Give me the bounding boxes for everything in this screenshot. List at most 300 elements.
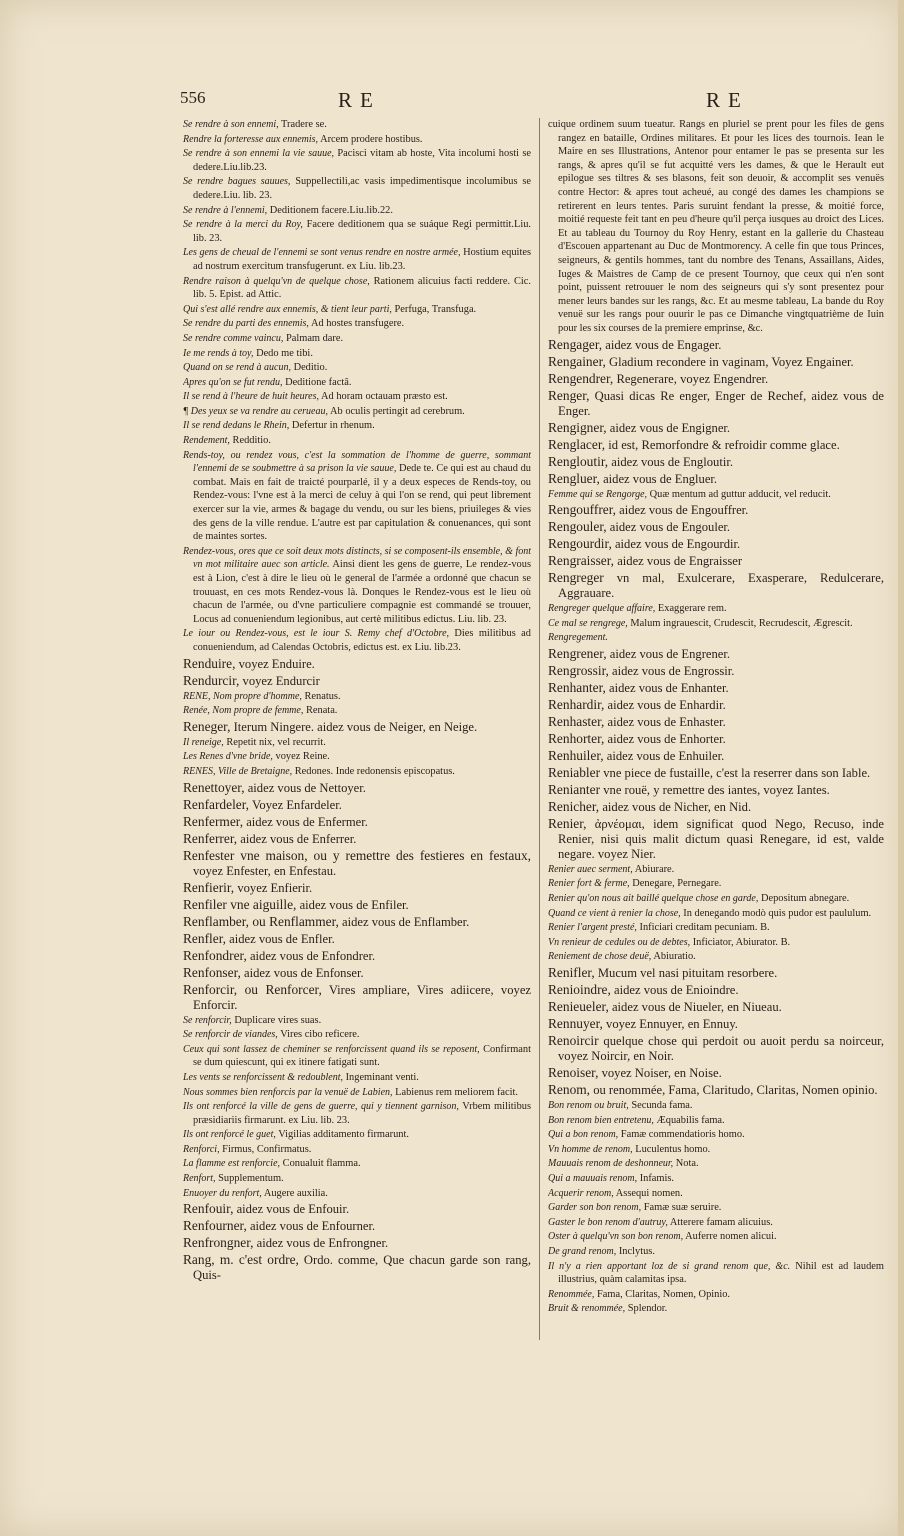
entry-headword: Oster à quelqu'vn son bon renom, — [548, 1231, 684, 1243]
entry-headword: Se rendre à l'ennemi, — [183, 204, 268, 216]
entry-headword: Bruit & renommée, — [548, 1303, 626, 1315]
dictionary-entry — [183, 332, 531, 346]
entry-text: Vires cibo reficere. — [280, 1029, 360, 1041]
entry-text: Renata. — [305, 705, 338, 717]
dictionary-entry — [548, 519, 884, 535]
dictionary-entry — [548, 1302, 884, 1316]
dictionary-entry — [183, 1235, 531, 1251]
entry-text: Conualuit flamma. — [282, 1158, 361, 1170]
entry-headword: Ie me rends à toy, — [183, 347, 254, 359]
entry-headword: Rengourdir, — [548, 536, 612, 552]
dictionary-entry — [548, 982, 884, 998]
entry-text: Famæ commendatioris homo. — [620, 1129, 745, 1141]
entry-headword: Rengigner, — [548, 419, 607, 435]
entry-headword: Rengreger — [548, 570, 604, 586]
dictionary-entry — [183, 780, 531, 796]
entry-text: aidez vous de Engloutir. — [611, 454, 733, 469]
entry-headword: Ils ont renforcé le guet, — [183, 1129, 276, 1141]
entry-headword: Se rendre à la merci du Roy, — [183, 219, 303, 231]
entry-text: voyez Noiser, en Noise. — [601, 1066, 722, 1081]
dictionary-entry — [183, 931, 531, 947]
entry-headword: Rengloutir, — [548, 453, 609, 469]
entry-headword: Rang, m. c'est ordre, — [183, 1252, 299, 1268]
entry-headword: Renduire, — [183, 655, 236, 671]
entry-text: Confirmant se dum quiescunt, qui ex itinere fatigati sunt. — [193, 1043, 531, 1069]
entry-headword: Garder son bon renom, — [548, 1202, 642, 1214]
entry-text: aidez vous de Enferrer. — [240, 831, 357, 846]
entry-headword: Rengregement. — [548, 632, 608, 644]
dictionary-entry — [548, 502, 884, 518]
entry-headword: Renifler, — [548, 965, 595, 981]
entry-text: Abiuratio. — [653, 951, 696, 963]
entry-text: aidez vous de Niueler, en Niueau. — [611, 1000, 782, 1015]
entry-text: Secunda fama. — [631, 1100, 693, 1112]
dictionary-entry — [183, 673, 531, 689]
entry-text: Augere auxilia. — [263, 1187, 328, 1199]
entry-text: aidez vous de Enfrongner. — [256, 1236, 389, 1251]
entry-text: aidez vous de Engrossir. — [612, 663, 735, 678]
dictionary-entry — [183, 627, 531, 654]
dictionary-entry — [183, 1187, 531, 1201]
dictionary-entry — [183, 361, 531, 375]
entry-headword: Rendre raison à quelqu'vn de quelque chose, — [183, 275, 370, 287]
dictionary-entry — [548, 617, 884, 631]
dictionary-entry — [548, 1114, 884, 1128]
entry-text: quelque chose qui perdoit ou auoit perdu sa noirceur, voyez Noircir, en Noir. — [558, 1034, 884, 1064]
dictionary-entry — [183, 704, 531, 718]
entry-headword: Renier fort & ferme, — [548, 878, 630, 890]
entry-text: Malum ingrauescit, Crudescit, Recrudescit, Ægrescit. — [630, 617, 853, 629]
dictionary-entry — [548, 765, 884, 781]
page-edge — [898, 0, 904, 1536]
entry-text: Redditio. — [232, 435, 271, 447]
entry-text: ou renommée, Fama, Claritudo, Claritas, Nomen opinio. — [593, 1083, 878, 1098]
entry-headword: Rengendrer, — [548, 370, 614, 386]
entry-headword: Renforci, — [183, 1143, 220, 1155]
entry-text: Deditione factâ. — [285, 376, 352, 388]
entry-headword: Rendez-vous, ores que ce soit deux mots distincts, si se composent-ils ensemble, & font vn mot militaire auec son article. — [183, 545, 531, 571]
entry-text: Suppellectili,ac vasis impedimentisque incolumibus se dedere.Liu. lib. 23. — [193, 176, 531, 201]
dictionary-entry — [548, 118, 884, 336]
entry-headword: Renée, Nom propre de femme, — [183, 705, 304, 717]
entry-text: voyez Reine. — [275, 751, 330, 763]
entry-headword: Ce mal se rengrege, — [548, 617, 628, 629]
entry-text: aidez vous de Engraisser — [617, 554, 743, 569]
dictionary-entry — [183, 1172, 531, 1186]
dictionary-entry — [183, 133, 531, 147]
entry-headword: Renieueler, — [548, 999, 609, 1015]
dictionary-entry — [183, 449, 531, 544]
entry-headword: Renom, — [548, 1082, 591, 1098]
entry-headword: Renfondrer, — [183, 947, 247, 963]
dictionary-entry — [183, 1086, 531, 1100]
entry-headword: Renfourner, — [183, 1218, 247, 1234]
entry-headword: Les Renes d'vne bride, — [183, 751, 273, 763]
entry-text: Vrbem militibus præsidiariis firmarunt. ex Liu. lib. 23. — [193, 1101, 531, 1126]
dictionary-entry — [548, 1216, 884, 1230]
entry-text: aidez vous de Enfiler. — [299, 897, 409, 912]
dictionary-entry — [548, 680, 884, 696]
entry-text: aidez vous de Nicher, en Nid. — [602, 799, 752, 814]
entry-headword: Rengrossir, — [548, 662, 609, 678]
running-head-left: RE — [338, 88, 381, 112]
entry-text: aidez vous de Enhardir. — [607, 697, 726, 712]
page-header — [0, 88, 904, 114]
entry-headword: Rengager, — [548, 336, 603, 352]
dictionary-entry — [183, 965, 531, 981]
entry-text: Splendor. — [627, 1303, 668, 1315]
entry-headword: Enuoyer du renfort, — [183, 1187, 262, 1199]
entry-text: Æquabilis fama. — [656, 1114, 725, 1126]
dictionary-entry — [183, 1043, 531, 1070]
entry-text: Ingeminant venti. — [345, 1071, 419, 1083]
dictionary-entry — [548, 337, 884, 353]
entry-headword: Renflamber, ou Renflammer, — [183, 913, 339, 929]
entry-headword: Se rendre à son ennemi, — [183, 119, 279, 130]
dictionary-entry — [183, 347, 531, 361]
entry-text: Denegare, Pernegare. — [632, 878, 722, 890]
dictionary-entry — [548, 354, 884, 370]
entry-text: aidez vous de Engigner. — [609, 420, 731, 435]
entry-text: Nota. — [675, 1158, 699, 1170]
entry-text: aidez vous de Enhaster. — [607, 714, 726, 729]
entry-headword: Rennuyer, — [548, 1016, 603, 1032]
dictionary-entry — [183, 1252, 531, 1283]
dictionary-entry — [548, 471, 884, 487]
entry-headword: Reneger, — [183, 718, 231, 734]
entry-headword: Renioindre, — [548, 982, 611, 998]
entry-text: voyez Enfierir. — [237, 880, 313, 895]
entry-headword: Qui s'est allé rendre aux ennemis, & tient leur parti, — [183, 303, 392, 315]
entry-text: aidez vous de Enhorter. — [607, 731, 726, 746]
dictionary-entry — [183, 545, 531, 627]
dictionary-entry — [548, 536, 884, 552]
entry-text: aidez vous de Engouler. — [609, 520, 731, 535]
dictionary-entry — [548, 420, 884, 436]
entry-text: Repetit nix, vel recurrit. — [226, 736, 326, 748]
entry-text: Deditionem facere.Liu.lib.22. — [269, 204, 393, 216]
dictionary-entry — [548, 1082, 884, 1098]
dictionary-entry — [548, 921, 884, 935]
entry-headword: Gaster le bon renom d'autruy, — [548, 1216, 668, 1228]
dictionary-entry — [183, 1014, 531, 1028]
entry-headword: Renglacer, — [548, 436, 606, 452]
entry-headword: Renianter — [548, 781, 601, 797]
dictionary-entry — [548, 714, 884, 730]
entry-headword: Renettoyer, — [183, 779, 245, 795]
entry-headword: Renfierir, — [183, 879, 235, 895]
entry-headword: Rendre la forteresse aux ennemis, — [183, 133, 319, 145]
entry-headword: Quand ce vient à renier la chose, — [548, 907, 681, 919]
entry-headword: Renfort, — [183, 1173, 216, 1185]
entry-text: Exaggerare rem. — [657, 603, 727, 615]
entry-text: Inclytus. — [618, 1245, 655, 1257]
dictionary-entry — [548, 907, 884, 921]
dictionary-entry — [548, 892, 884, 906]
entry-headword: Les vents se renforcissent & redoublent, — [183, 1071, 343, 1083]
dictionary-entry — [548, 863, 884, 877]
dictionary-entry — [548, 1230, 884, 1244]
entry-headword: Renfrongner, — [183, 1235, 254, 1251]
entry-text: aidez vous de Nettoyer. — [247, 780, 366, 795]
entry-text: Redones. Inde redonensis episcopatus. — [294, 765, 455, 777]
entry-text: aidez vous de Enfondrer. — [249, 948, 376, 963]
dictionary-entry — [548, 1157, 884, 1171]
entry-headword: Vn homme de renom, — [548, 1143, 633, 1155]
entry-headword: Mauuais renom de deshonneur, — [548, 1158, 674, 1170]
entry-text: aidez vous de Enfler. — [229, 931, 335, 946]
dictionary-entry — [183, 1100, 531, 1127]
dictionary-entry — [183, 405, 531, 419]
entry-text: aidez vous de Engluer. — [603, 471, 718, 486]
dictionary-entry — [548, 748, 884, 764]
entry-text: Labienus rem meliorem facit. — [395, 1086, 519, 1098]
entry-text: aidez vous de Enfermer. — [246, 814, 368, 829]
entry-text: Duplicare vires suas. — [234, 1014, 322, 1026]
entry-headword: Renier, — [548, 815, 587, 831]
dictionary-entry — [548, 1099, 884, 1113]
dictionary-entry — [548, 570, 884, 601]
dictionary-entry — [548, 437, 884, 453]
dictionary-entry — [183, 1201, 531, 1217]
entry-text: Quæ mentum ad guttur adducit, vel reducit. — [649, 488, 831, 500]
entry-text: Dies militibus ad conueniendum, ad Calendas Octobris, edictus est. ex Liu. lib.23. — [193, 628, 531, 653]
entry-headword: Ils ont renforcé la ville de gens de guerre, qui y tiennent garnison, — [183, 1101, 459, 1113]
entry-text: aidez vous de Enhuiler. — [606, 748, 725, 763]
entry-headword: Il reneige, — [183, 736, 224, 748]
entry-text: vn mal, Exulcerare, Exasperare, Redulcerare, Aggrauare. — [558, 571, 884, 601]
dictionary-entry — [548, 697, 884, 713]
entry-headword: Le iour ou Rendez-vous, est le iour S. Remy chef d'Octobre, — [183, 628, 450, 640]
entry-text: Gladium recondere in vaginam, Voyez Engainer. — [609, 354, 854, 369]
dictionary-entry — [548, 488, 884, 502]
entry-headword: Renforcir, ou Renforcer, — [183, 981, 322, 997]
entry-text: Luculentus homo. — [635, 1143, 711, 1155]
dictionary-entry — [183, 848, 531, 879]
entry-text: Regenerare, voyez Engendrer. — [616, 371, 769, 386]
entry-headword: Se rendre bagues sauues, — [183, 176, 291, 188]
dictionary-entry — [548, 454, 884, 470]
dictionary-entry — [183, 656, 531, 672]
dictionary-entry — [183, 204, 531, 218]
dictionary-entry — [183, 303, 531, 317]
dictionary-entry — [183, 1128, 531, 1142]
dictionary-entry — [548, 1016, 884, 1032]
entry-text: In denegando modò quis pudor est paululum. — [683, 907, 872, 919]
entry-headword: Reniabler — [548, 764, 601, 780]
entry-headword: La flamme est renforcie, — [183, 1158, 281, 1170]
entry-headword: Vn renieur de cedules ou de debtes, — [548, 936, 691, 948]
entry-text: Quasi dicas Re enger, Enger de Rechef, aidez vous de Enger. — [558, 388, 884, 418]
dictionary-entry — [183, 948, 531, 964]
entry-headword: Se renforcir, — [183, 1014, 232, 1026]
dictionary-entry — [183, 1157, 531, 1171]
entry-headword: Rengainer, — [548, 353, 606, 369]
entry-text: Rationem alicuius facti reddere. Cic. lib. 5. Epist. ad Attic. — [193, 275, 531, 301]
entry-headword: Renfiler vne aiguille, — [183, 896, 297, 912]
entry-text: Auferre nomen alicui. — [685, 1231, 777, 1243]
dictionary-entry — [183, 175, 531, 202]
dictionary-entry — [183, 914, 531, 930]
dictionary-entry — [183, 897, 531, 913]
entry-text: aidez vous de Enfourner. — [249, 1219, 376, 1234]
entry-text: aidez vous de Engouffrer. — [619, 503, 749, 518]
dictionary-entry — [183, 1218, 531, 1234]
entry-headword: De grand renom, — [548, 1245, 617, 1257]
dictionary-entry — [183, 390, 531, 404]
entry-headword: Rengreger quelque affaire, — [548, 603, 656, 615]
entry-text: vne piece de fustaille, c'est la reserrer dans son Iable. — [603, 765, 871, 780]
entry-text: Nihil est ad laudem illustrius, quàm calamitas ipsa. — [558, 1260, 884, 1286]
entry-text: ἀρνέομαι, idem significat quod Nego, Recuso, inde Renier, nisi quis malit dictum quasi Renegare, id est, valde negare. voyez Nier. — [558, 816, 884, 861]
entry-text: aidez vous de Enioindre. — [614, 983, 739, 998]
entry-text: Ainsi dient les gens de guerre, Le rendez-vous est à Lion, c'est à dire le lieu où le general de l'armée a ordonné que chacun se trouuast, en ces mots Rendez-vous là. Donques le Rendez-vous est le lieu où chacun de l'armée, ou d'vne particuliere compagnie est commandé se trouuer, Locus ad conueniendum legionibus, aut certè militibus edictus. Liu. lib. 23. — [193, 559, 531, 625]
entry-headword: Renfester vne maison, ou y remettre des festieres en festaux, — [183, 847, 531, 863]
entry-headword: Rengluer, — [548, 470, 600, 486]
entry-headword: Rends-toy, ou rendez vous, c'est la sommation de l'homme de guerre, sommant l'ennemi de se soubmettre à sa prison la vie sauue, — [183, 449, 531, 475]
dictionary-entry — [183, 765, 531, 779]
entry-headword: Femme qui se Rengorge, — [548, 488, 648, 500]
dictionary-entry — [183, 147, 531, 174]
entry-headword: Rengouffrer, — [548, 502, 617, 518]
entry-headword: Quand on se rend à aucun, — [183, 362, 291, 374]
dictionary-entry — [183, 376, 531, 390]
dictionary-entry — [548, 816, 884, 862]
entry-text: aidez vous de Enfonser. — [244, 965, 364, 980]
entry-headword: Renferrer, — [183, 830, 238, 846]
entry-headword: ¶ Des yeux se va rendre au cerueau, — [183, 405, 328, 417]
entry-headword: Les gens de cheual de l'ennemi se sont venus rendre en nostre armée, — [183, 247, 461, 259]
dictionary-entry — [548, 1128, 884, 1142]
entry-text: Ab oculis pertingit ad cerebrum. — [330, 405, 465, 417]
entry-headword: Renfonser, — [183, 964, 241, 980]
entry-text: vne rouë, y remettre des iantes, voyez Iantes. — [603, 782, 830, 797]
entry-text: Palmam dare. — [285, 332, 344, 344]
entry-headword: Se rendre du parti des ennemis, — [183, 318, 309, 330]
entry-text: aidez vous de Enhanter. — [609, 680, 729, 695]
entry-text: cuique ordinem suum tueatur. Rangs en pluriel se prent pour les files de gens rangez en bataille, Ordines militares. Et pour les lices des tournois. Iean le Maire en ses Illustrations, Antenor pour entamer le pas se presenta sur les rangs, & apres qu'il se fut acquitté vers les dames, & que le Herault eut epilogue ses tiltres & ses blasons, feit son deuoir, & accomplit ses venuës contre Hector: & apres tout acheué, au congé des dames les champions se retirerent en leurs tentes. Paris suruint fendant la presse, & moitié force, moitié requeste feit tant en peu d'heure qu'il perça iusques au droict des Lices. Et au tableau du Tournoy du Roy Henry, estant en la gallerie du Chasteau d'Escouen appartenant au Duc de Montmorency. A celle fin que tous Princes, seigneurs, & gentils hommes, tant du nombre des Tenans, Assaillans, Aides, Iuges & Maistres de Camp de ce present Tournoy, que ceux qui n'en sont point, puissent retrouuer le nom des seigneurs qui s'y sont presentez pour mener leurs bandes sur les rangs, &c. Et au mesme tableau, La bande du Roy venuë sur les rangs pour ouurir le pas ce Dimanche vingtquatrième de Iuin pour les six courses de la premiere emprinse, &c. — [548, 119, 884, 334]
running-head-right: RE — [706, 88, 749, 112]
entry-text: Tradere se. — [281, 119, 327, 130]
entry-text: voyez Ennuyer, en Ennuy. — [606, 1017, 738, 1032]
entry-text: Depositum abnegare. — [760, 893, 850, 905]
dictionary-entry — [548, 1260, 884, 1287]
entry-headword: Il se rend dedans le Rhein, — [183, 420, 290, 432]
entry-headword: Acquerir renom, — [548, 1187, 614, 1199]
dictionary-entry — [548, 799, 884, 815]
entry-headword: Renhaster, — [548, 713, 605, 729]
dictionary-entry — [183, 118, 531, 132]
dictionary-entry — [183, 1028, 531, 1042]
dictionary-entry — [183, 434, 531, 448]
dictionary-entry — [548, 631, 884, 645]
entry-text: Perfuga, Transfuga. — [394, 303, 477, 315]
entry-text: Assequi nomen. — [615, 1187, 683, 1199]
entry-headword: Se rendre comme vaincu, — [183, 332, 284, 344]
entry-text: Atterere famam alicuius. — [669, 1216, 773, 1228]
entry-text: voyez Enduire. — [238, 656, 315, 671]
entry-text: Abiurare. — [634, 863, 675, 875]
entry-headword: Renier auec serment, — [548, 863, 633, 875]
dictionary-entry — [183, 719, 531, 735]
dictionary-entry — [548, 1143, 884, 1157]
entry-text: Infamis. — [639, 1173, 675, 1184]
dictionary-entry — [183, 1143, 531, 1157]
entry-headword: Renicher, — [548, 798, 600, 814]
dictionary-entry — [548, 936, 884, 950]
entry-headword: Qui a mauuais renom, — [548, 1173, 638, 1184]
dictionary-entry — [548, 782, 884, 798]
entry-headword: Renhorter, — [548, 730, 605, 746]
entry-headword: RENE, Nom propre d'homme, — [183, 690, 302, 702]
entry-headword: Renier l'argent presté, — [548, 922, 637, 934]
entry-text: Inficiator, Abiurator. B. — [692, 936, 791, 948]
entry-headword: Rendement, — [183, 435, 230, 447]
dictionary-entry — [548, 1245, 884, 1259]
entry-text: Deditio. — [293, 362, 328, 374]
entry-text: Ad hostes transfugere. — [310, 318, 405, 330]
dictionary-entry — [183, 419, 531, 433]
dictionary-entry — [548, 965, 884, 981]
entry-text: aidez vous de Engager. — [605, 337, 722, 352]
entry-text: aidez vous de Engrener. — [609, 646, 731, 661]
entry-text: Firmus, Confirmatus. — [222, 1143, 312, 1155]
dictionary-entry — [183, 797, 531, 813]
entry-text: Fama, Claritas, Nomen, Opinio. — [596, 1288, 731, 1300]
entry-headword: Renhanter, — [548, 679, 606, 695]
dictionary-entry — [183, 275, 531, 302]
dictionary-entry — [548, 1065, 884, 1081]
dictionary-entry — [183, 690, 531, 704]
entry-text: Facere deditionem qua se suáque Regi permittit.Liu. lib. 23. — [193, 219, 531, 244]
entry-text: Mucum vel nasi pituitam resorbere. — [597, 966, 778, 981]
page-number: 556 — [180, 88, 206, 107]
dictionary-entry — [548, 731, 884, 747]
dictionary-entry — [183, 750, 531, 764]
dictionary-entry — [183, 246, 531, 273]
entry-headword: Rengouler, — [548, 519, 607, 535]
entry-text: voyez Endurcir — [242, 673, 320, 688]
entry-headword: Renhardir, — [548, 696, 605, 712]
dictionary-entry — [548, 646, 884, 662]
entry-headword: Renfermer, — [183, 813, 244, 829]
entry-text: Voyez Enfardeler. — [251, 797, 342, 812]
entry-headword: Il n'y a rien apportant loz de si grand renom que, &c. — [548, 1260, 791, 1272]
entry-headword: RENES, Ville de Bretaigne, — [183, 765, 293, 777]
dictionary-entry — [548, 388, 884, 419]
dictionary-entry — [548, 602, 884, 616]
dictionary-entry — [183, 982, 531, 1013]
entry-text: Renatus. — [304, 690, 341, 702]
entry-headword: Se renforcir de viandes, — [183, 1029, 278, 1041]
entry-text: Ad horam octauam præsto est. — [321, 391, 448, 403]
dictionary-entry — [548, 1288, 884, 1302]
dictionary-entry — [183, 814, 531, 830]
entry-text: Iterum Ningere. aidez vous de Neiger, en Neige. — [233, 719, 478, 734]
entry-text: voyez Enfester, en Enfestau. — [193, 863, 337, 878]
dictionary-entry — [548, 877, 884, 891]
entry-text: Supplementum. — [218, 1173, 284, 1185]
entry-text: Dedo me tibi. — [256, 347, 313, 359]
dictionary-entry — [548, 663, 884, 679]
entry-text: Defertur in rhenum. — [291, 420, 375, 432]
entry-headword: Apres qu'on se fut rendu, — [183, 376, 283, 388]
dictionary-entry — [548, 1033, 884, 1064]
entry-headword: Renier qu'on nous ait baillé quelque chose en garde, — [548, 893, 759, 905]
dictionary-entry — [548, 1201, 884, 1215]
dictionary-entry — [548, 371, 884, 387]
dictionary-entry — [548, 1172, 884, 1186]
